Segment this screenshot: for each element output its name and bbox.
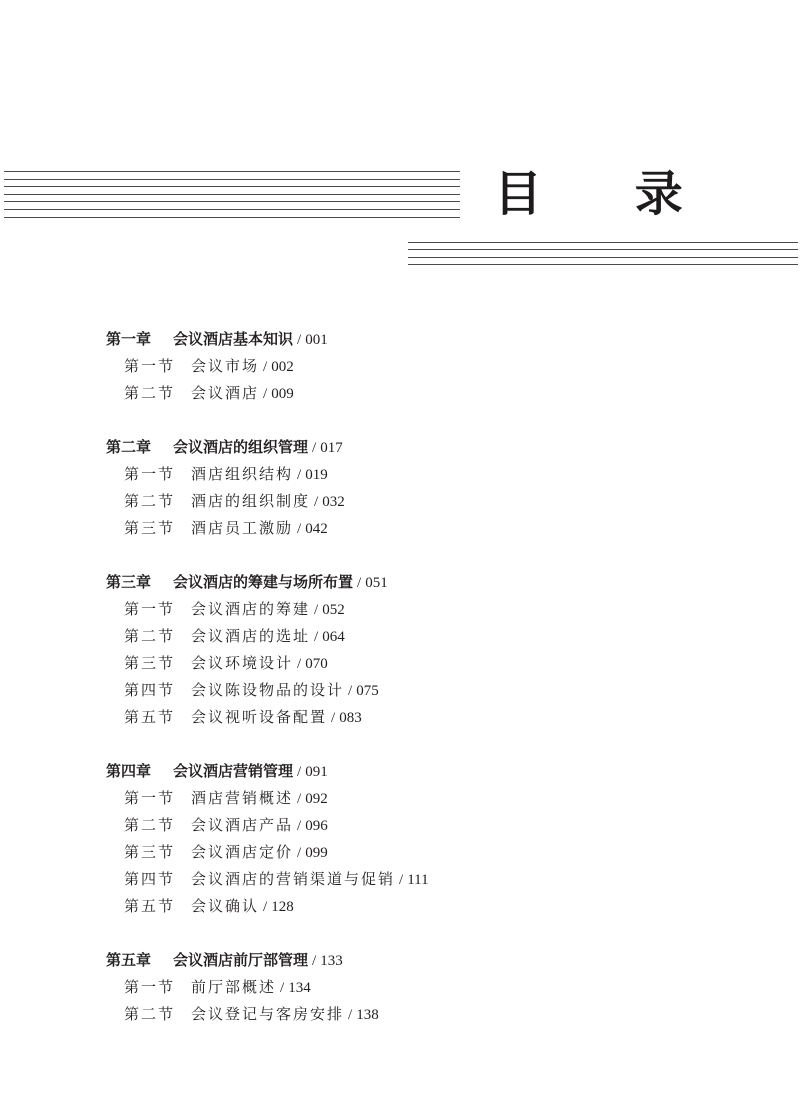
page-separator: / xyxy=(348,683,353,699)
section-label: 第三节 xyxy=(124,843,176,861)
page-separator: / xyxy=(331,710,336,726)
section-page-number: 070 xyxy=(305,656,328,672)
section-title: 酒店的组织制度 xyxy=(191,492,311,510)
section-page-number: 096 xyxy=(305,818,328,834)
section-title: 会议环境设计 xyxy=(191,654,294,672)
page-separator: / xyxy=(297,845,302,861)
section-entry[interactable] xyxy=(106,380,766,407)
section-page-number: 128 xyxy=(271,899,294,915)
section-title: 会议酒店定价 xyxy=(191,843,294,861)
chapter-label: 第五章 xyxy=(106,951,152,969)
section-entry[interactable] xyxy=(106,353,766,380)
section-entry[interactable] xyxy=(106,623,766,650)
section-label: 第二节 xyxy=(124,492,176,510)
page-separator: / xyxy=(297,467,302,483)
section-page-number: 092 xyxy=(305,791,328,807)
chapter-block xyxy=(106,434,766,542)
page-separator: / xyxy=(280,980,285,996)
section-label: 第一节 xyxy=(124,978,176,996)
page-separator: / xyxy=(297,818,302,834)
chapter-title: 会议酒店营销管理 xyxy=(173,762,294,780)
page-separator: / xyxy=(297,521,302,537)
section-page-number: 032 xyxy=(322,494,345,510)
section-label: 第一节 xyxy=(124,600,176,618)
chapter-label: 第二章 xyxy=(106,438,152,456)
chapter-page-number: 017 xyxy=(320,440,343,456)
section-label: 第五节 xyxy=(124,708,176,726)
page-separator: / xyxy=(314,629,319,645)
chapter-label: 第四章 xyxy=(106,762,152,780)
section-label: 第二节 xyxy=(124,816,176,834)
section-title: 会议酒店的筹建 xyxy=(191,600,311,618)
chapter-block xyxy=(106,326,766,407)
chapter-block xyxy=(106,569,766,731)
section-title: 会议酒店的营销渠道与促销 xyxy=(191,870,396,888)
section-page-number: 083 xyxy=(339,710,362,726)
page-separator: / xyxy=(297,764,302,780)
page-separator: / xyxy=(314,602,319,618)
section-title: 酒店组织结构 xyxy=(191,465,294,483)
chapter-entry[interactable] xyxy=(106,434,766,461)
section-title: 会议登记与客房安排 xyxy=(191,1005,345,1023)
chapter-title: 会议酒店的组织管理 xyxy=(173,438,309,456)
section-entry[interactable] xyxy=(106,866,766,893)
chapter-page-number: 001 xyxy=(305,332,328,348)
section-label: 第五节 xyxy=(124,897,176,915)
chapter-entry[interactable] xyxy=(106,758,766,785)
decorative-lines-right xyxy=(408,242,798,271)
section-label: 第二节 xyxy=(124,384,176,402)
chapter-page-number: 133 xyxy=(320,953,343,969)
section-label: 第三节 xyxy=(124,654,176,672)
page-separator: / xyxy=(312,953,317,969)
section-page-number: 052 xyxy=(322,602,345,618)
chapter-title: 会议酒店前厅部管理 xyxy=(173,951,309,969)
chapter-entry[interactable] xyxy=(106,326,766,353)
table-of-contents xyxy=(106,326,766,1055)
page-separator: / xyxy=(263,359,268,375)
page-separator: / xyxy=(312,440,317,456)
section-entry[interactable] xyxy=(106,893,766,920)
section-label: 第二节 xyxy=(124,627,176,645)
page-separator: / xyxy=(297,332,302,348)
section-title: 会议市场 xyxy=(191,357,260,375)
chapter-title: 会议酒店基本知识 xyxy=(173,330,294,348)
chapter-block xyxy=(106,758,766,920)
page-title: 目 录 xyxy=(494,166,721,222)
section-label: 第三节 xyxy=(124,519,176,537)
section-entry[interactable] xyxy=(106,839,766,866)
section-label: 第二节 xyxy=(124,1005,176,1023)
section-page-number: 019 xyxy=(305,467,328,483)
section-page-number: 009 xyxy=(271,386,294,402)
page-separator: / xyxy=(263,386,268,402)
section-title: 会议酒店的选址 xyxy=(191,627,311,645)
section-entry[interactable] xyxy=(106,596,766,623)
chapter-label: 第三章 xyxy=(106,573,152,591)
section-page-number: 075 xyxy=(356,683,379,699)
page-separator: / xyxy=(348,1007,353,1023)
section-entry[interactable] xyxy=(106,812,766,839)
section-title: 会议陈设物品的设计 xyxy=(191,681,345,699)
section-label: 第一节 xyxy=(124,357,176,375)
page-separator: / xyxy=(314,494,319,510)
section-entry[interactable] xyxy=(106,1001,766,1028)
section-title: 酒店员工激励 xyxy=(191,519,294,537)
section-title: 会议酒店产品 xyxy=(191,816,294,834)
section-label: 第一节 xyxy=(124,789,176,807)
chapter-page-number: 091 xyxy=(305,764,328,780)
section-title: 会议视听设备配置 xyxy=(191,708,328,726)
page-separator: / xyxy=(399,872,404,888)
chapter-title: 会议酒店的筹建与场所布置 xyxy=(173,573,354,591)
section-label: 第四节 xyxy=(124,870,176,888)
section-entry[interactable] xyxy=(106,515,766,542)
section-page-number: 111 xyxy=(407,872,429,888)
section-title: 前厅部概述 xyxy=(191,978,277,996)
section-entry[interactable] xyxy=(106,650,766,677)
page-separator: / xyxy=(263,899,268,915)
section-title: 会议酒店 xyxy=(191,384,260,402)
section-title: 会议确认 xyxy=(191,897,260,915)
section-entry[interactable] xyxy=(106,974,766,1001)
section-entry[interactable] xyxy=(106,704,766,731)
section-page-number: 099 xyxy=(305,845,328,861)
section-entry[interactable] xyxy=(106,488,766,515)
section-page-number: 138 xyxy=(356,1007,379,1023)
section-page-number: 064 xyxy=(322,629,345,645)
section-label: 第四节 xyxy=(124,681,176,699)
section-title: 酒店营销概述 xyxy=(191,789,294,807)
decorative-lines-left xyxy=(4,171,460,224)
section-label: 第一节 xyxy=(124,465,176,483)
page-separator: / xyxy=(297,791,302,807)
chapter-block xyxy=(106,947,766,1028)
section-page-number: 134 xyxy=(288,980,311,996)
page-separator: / xyxy=(297,656,302,672)
chapter-entry[interactable] xyxy=(106,569,766,596)
section-page-number: 042 xyxy=(305,521,328,537)
section-entry[interactable] xyxy=(106,461,766,488)
section-page-number: 002 xyxy=(271,359,294,375)
section-entry[interactable] xyxy=(106,677,766,704)
chapter-entry[interactable] xyxy=(106,947,766,974)
section-entry[interactable] xyxy=(106,785,766,812)
chapter-page-number: 051 xyxy=(365,575,388,591)
page-separator: / xyxy=(357,575,362,591)
chapter-label: 第一章 xyxy=(106,330,152,348)
